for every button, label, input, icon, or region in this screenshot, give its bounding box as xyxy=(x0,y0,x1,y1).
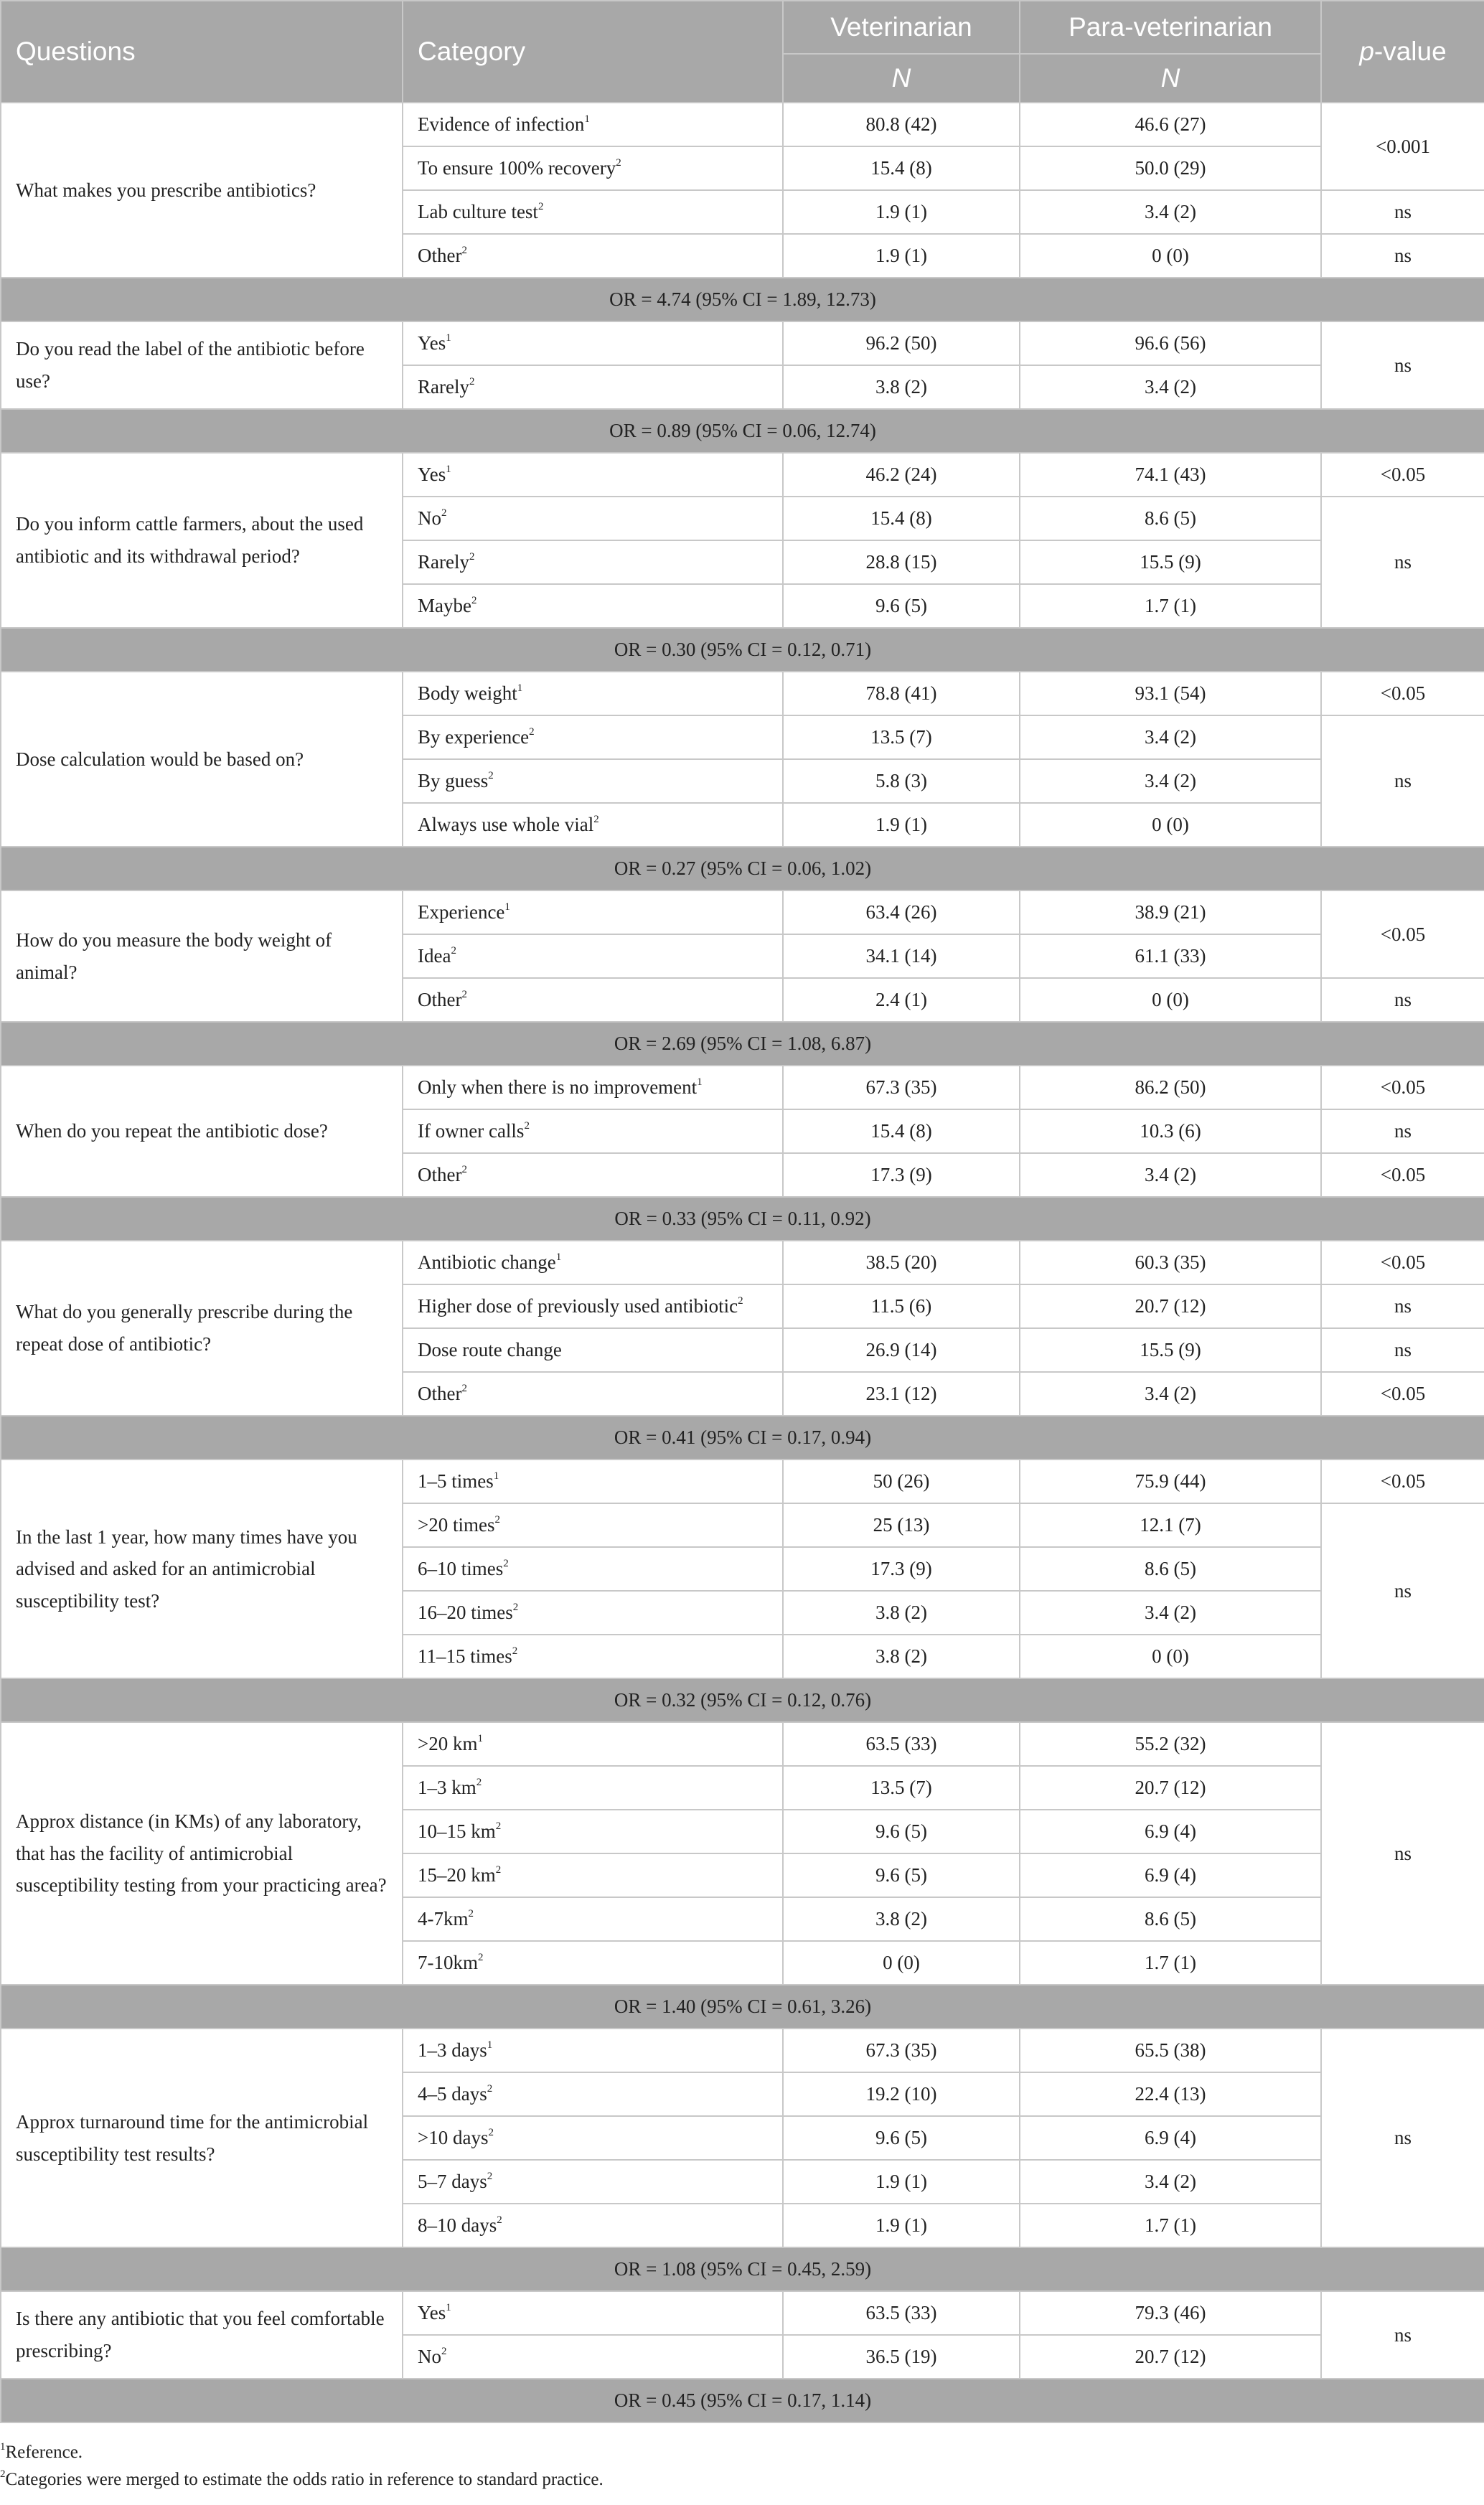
category-cell xyxy=(403,1722,783,1766)
footnote-marker: 2 xyxy=(461,1164,467,1175)
veterinarian-value: 38.5 (20) xyxy=(783,1241,1020,1284)
odds-ratio-row xyxy=(1,409,1484,453)
footnote-marker: 1 xyxy=(504,901,510,913)
veterinarian-value: 1.9 (1) xyxy=(783,2160,1020,2204)
category-label: No xyxy=(418,507,441,529)
category-cell xyxy=(403,1066,783,1109)
table-row xyxy=(1,1066,1484,1109)
category-label: 15–20 km xyxy=(418,1864,496,1886)
para-veterinarian-value: 0 (0) xyxy=(1020,234,1321,278)
veterinarian-value: 67.3 (35) xyxy=(783,2029,1020,2072)
p-value-cell: ns xyxy=(1321,1503,1484,1678)
footnote-marker: 2 xyxy=(494,1514,500,1526)
category-label: Experience xyxy=(418,901,505,923)
veterinarian-value: 36.5 (19) xyxy=(783,2335,1020,2379)
para-veterinarian-value: 3.4 (2) xyxy=(1020,1153,1321,1197)
footnote-marker: 2 xyxy=(537,201,544,212)
veterinarian-value: 9.6 (5) xyxy=(783,584,1020,628)
category-label: Higher dose of previously used antibiotic xyxy=(418,1295,738,1317)
veterinarian-value: 26.9 (14) xyxy=(783,1328,1020,1372)
category-cell xyxy=(403,2072,783,2116)
question-cell: What makes you prescribe antibiotics? xyxy=(1,103,403,278)
veterinarian-value: 17.3 (9) xyxy=(783,1153,1020,1197)
para-veterinarian-value: 55.2 (32) xyxy=(1020,1722,1321,1766)
footnote-marker: 2 xyxy=(468,1908,474,1919)
category-cell xyxy=(403,1547,783,1591)
category-label: 16–20 times xyxy=(418,1602,513,1623)
veterinarian-value: 3.8 (2) xyxy=(783,1591,1020,1635)
odds-ratio-row xyxy=(1,628,1484,672)
header-p-value: p-value xyxy=(1321,1,1484,103)
category-cell xyxy=(403,1810,783,1853)
odds-ratio-row xyxy=(1,1197,1484,1241)
veterinarian-value: 1.9 (1) xyxy=(783,803,1020,847)
p-value-cell: <0.05 xyxy=(1321,672,1484,715)
footnote-marker: 2 xyxy=(469,376,475,387)
category-cell xyxy=(403,1591,783,1635)
table-row xyxy=(1,1460,1484,1503)
veterinarian-value: 9.6 (5) xyxy=(783,1810,1020,1853)
para-veterinarian-value: 20.7 (12) xyxy=(1020,1284,1321,1328)
footnote-marker: 2 xyxy=(461,1383,467,1394)
p-value-cell: ns xyxy=(1321,1109,1484,1153)
footnote-marker: 1 xyxy=(487,2039,493,2051)
veterinarian-value: 63.4 (26) xyxy=(783,890,1020,934)
category-cell xyxy=(403,759,783,803)
veterinarian-value: 50 (26) xyxy=(783,1460,1020,1503)
odds-ratio-row xyxy=(1,2379,1484,2422)
footnote-marker: 1 xyxy=(477,1733,483,1744)
category-label: Maybe xyxy=(418,595,471,616)
veterinarian-value: 15.4 (8) xyxy=(783,1109,1020,1153)
question-cell: How do you measure the body weight of animal? xyxy=(1,890,403,1022)
para-veterinarian-value: 61.1 (33) xyxy=(1020,934,1321,978)
footnote-marker: 2 xyxy=(441,507,447,519)
veterinarian-value: 3.8 (2) xyxy=(783,365,1020,409)
footnote-marker: 2 xyxy=(488,2127,494,2138)
category-cell xyxy=(403,1460,783,1503)
veterinarian-value: 1.9 (1) xyxy=(783,190,1020,234)
footnote-marker: 1 xyxy=(446,2302,451,2313)
odds-ratio-row xyxy=(1,1022,1484,1066)
para-veterinarian-value: 3.4 (2) xyxy=(1020,190,1321,234)
p-value-cell: ns xyxy=(1321,978,1484,1022)
category-label: 4-7km xyxy=(418,1908,469,1930)
footnote-number: 2 xyxy=(0,2468,6,2480)
para-veterinarian-value: 46.6 (27) xyxy=(1020,103,1321,146)
category-label: By experience xyxy=(418,726,530,748)
para-veterinarian-value: 15.5 (9) xyxy=(1020,540,1321,584)
para-veterinarian-value: 1.7 (1) xyxy=(1020,584,1321,628)
category-label: Yes xyxy=(418,2302,446,2323)
table-row xyxy=(1,890,1484,934)
veterinarian-value: 63.5 (33) xyxy=(783,2291,1020,2335)
veterinarian-value: 13.5 (7) xyxy=(783,1766,1020,1810)
para-veterinarian-value: 3.4 (2) xyxy=(1020,715,1321,759)
para-veterinarian-value: 3.4 (2) xyxy=(1020,1372,1321,1416)
p-value-cell: <0.05 xyxy=(1321,1372,1484,1416)
odds-ratio-row xyxy=(1,278,1484,321)
para-veterinarian-value: 65.5 (38) xyxy=(1020,2029,1321,2072)
footnote-marker: 2 xyxy=(441,2346,447,2357)
veterinarian-value: 19.2 (10) xyxy=(783,2072,1020,2116)
category-cell xyxy=(403,2116,783,2160)
veterinarian-value: 25 (13) xyxy=(783,1503,1020,1547)
para-veterinarian-value: 0 (0) xyxy=(1020,978,1321,1022)
veterinarian-value: 0 (0) xyxy=(783,1941,1020,1985)
odds-ratio-value: OR = 1.08 (95% CI = 0.45, 2.59) xyxy=(1,2247,1484,2291)
category-cell xyxy=(403,2291,783,2335)
category-label: 6–10 times xyxy=(418,1558,504,1579)
category-label: 10–15 km xyxy=(418,1820,496,1842)
category-label: Rarely xyxy=(418,376,469,398)
p-value-cell: ns xyxy=(1321,1284,1484,1328)
table-row xyxy=(1,453,1484,497)
category-label: Evidence of infection xyxy=(418,113,585,135)
para-veterinarian-value: 3.4 (2) xyxy=(1020,365,1321,409)
category-label: 1–5 times xyxy=(418,1470,494,1492)
category-cell xyxy=(403,1372,783,1416)
para-veterinarian-value: 6.9 (4) xyxy=(1020,1810,1321,1853)
para-veterinarian-value: 20.7 (12) xyxy=(1020,2335,1321,2379)
odds-ratio-row xyxy=(1,1416,1484,1460)
para-veterinarian-value: 8.6 (5) xyxy=(1020,1897,1321,1941)
odds-ratio-value: OR = 0.27 (95% CI = 0.06, 1.02) xyxy=(1,847,1484,890)
veterinarian-value: 9.6 (5) xyxy=(783,1853,1020,1897)
para-veterinarian-value: 79.3 (46) xyxy=(1020,2291,1321,2335)
category-label: Body weight xyxy=(418,682,517,704)
para-veterinarian-value: 75.9 (44) xyxy=(1020,1460,1321,1503)
veterinarian-value: 78.8 (41) xyxy=(783,672,1020,715)
p-value-cell: ns xyxy=(1321,715,1484,847)
odds-ratio-row xyxy=(1,1985,1484,2029)
table-row xyxy=(1,103,1484,146)
odds-ratio-value: OR = 4.74 (95% CI = 1.89, 12.73) xyxy=(1,278,1484,321)
category-label: >20 km xyxy=(418,1733,478,1754)
footnote-number: 1 xyxy=(0,2440,6,2453)
footnote-marker: 2 xyxy=(497,2214,502,2226)
category-cell xyxy=(403,2029,783,2072)
para-veterinarian-value: 50.0 (29) xyxy=(1020,146,1321,190)
footnote-marker: 2 xyxy=(529,726,535,738)
category-label: 1–3 km xyxy=(418,1777,476,1798)
category-cell xyxy=(403,103,783,146)
category-cell xyxy=(403,540,783,584)
category-cell xyxy=(403,1284,783,1328)
p-value-cell: <0.001 xyxy=(1321,103,1484,190)
category-cell xyxy=(403,453,783,497)
category-label: 11–15 times xyxy=(418,1645,512,1667)
footnote-marker: 2 xyxy=(512,1602,519,1613)
footnote-marker: 1 xyxy=(446,464,451,475)
p-value-cell: ns xyxy=(1321,2291,1484,2379)
category-label: Yes xyxy=(418,332,446,354)
footnote-marker: 2 xyxy=(487,2083,493,2095)
para-veterinarian-value: 15.5 (9) xyxy=(1020,1328,1321,1372)
question-cell: In the last 1 year, how many times have you advised and asked for an antimicrobial susceptibility test? xyxy=(1,1460,403,1678)
p-value-cell: <0.05 xyxy=(1321,1066,1484,1109)
category-label: Idea xyxy=(418,945,451,967)
table-row xyxy=(1,1722,1484,1766)
footnote-marker: 2 xyxy=(478,1952,484,1963)
category-cell xyxy=(403,803,783,847)
odds-ratio-value: OR = 0.30 (95% CI = 0.12, 0.71) xyxy=(1,628,1484,672)
category-cell xyxy=(403,934,783,978)
p-value-cell: ns xyxy=(1321,234,1484,278)
p-value-cell: ns xyxy=(1321,2029,1484,2247)
footnote-marker: 2 xyxy=(461,245,467,256)
category-label: Other xyxy=(418,1383,462,1404)
category-cell xyxy=(403,365,783,409)
category-label: Other xyxy=(418,989,462,1010)
category-cell xyxy=(403,1503,783,1547)
footnote-marker: 1 xyxy=(446,332,451,344)
para-veterinarian-value: 12.1 (7) xyxy=(1020,1503,1321,1547)
p-value-cell: <0.05 xyxy=(1321,1153,1484,1197)
footnote-marker: 2 xyxy=(738,1295,743,1307)
para-veterinarian-value: 10.3 (6) xyxy=(1020,1109,1321,1153)
category-cell xyxy=(403,1328,783,1372)
para-veterinarian-value: 8.6 (5) xyxy=(1020,1547,1321,1591)
category-cell xyxy=(403,190,783,234)
odds-ratio-row xyxy=(1,1678,1484,1722)
category-label: Yes xyxy=(418,464,446,485)
category-label: 8–10 days xyxy=(418,2214,497,2236)
question-cell: Approx turnaround time for the antimicrobial susceptibility test results? xyxy=(1,2029,403,2247)
odds-ratio-value: OR = 0.89 (95% CI = 0.06, 12.74) xyxy=(1,409,1484,453)
para-veterinarian-value: 6.9 (4) xyxy=(1020,2116,1321,2160)
category-cell xyxy=(403,978,783,1022)
veterinarian-value: 2.4 (1) xyxy=(783,978,1020,1022)
veterinarian-value: 3.8 (2) xyxy=(783,1897,1020,1941)
category-cell xyxy=(403,497,783,540)
veterinarian-value: 28.8 (15) xyxy=(783,540,1020,584)
para-veterinarian-value: 3.4 (2) xyxy=(1020,759,1321,803)
category-label: >10 days xyxy=(418,2127,489,2148)
footnotes xyxy=(0,2439,1484,2494)
veterinarian-value: 15.4 (8) xyxy=(783,146,1020,190)
question-cell: Do you read the label of the antibiotic before use? xyxy=(1,321,403,409)
odds-ratio-value: OR = 0.45 (95% CI = 0.17, 1.14) xyxy=(1,2379,1484,2422)
odds-ratio-value: OR = 2.69 (95% CI = 1.08, 6.87) xyxy=(1,1022,1484,1066)
category-cell xyxy=(403,1109,783,1153)
header-n-vet: N xyxy=(783,54,1020,103)
category-label: 4–5 days xyxy=(418,2083,487,2105)
category-cell xyxy=(403,1853,783,1897)
footnote-marker: 2 xyxy=(469,551,475,563)
category-cell xyxy=(403,1153,783,1197)
category-label: Dose route change xyxy=(418,1339,562,1360)
p-value-cell: ns xyxy=(1321,1722,1484,1985)
para-veterinarian-value: 38.9 (21) xyxy=(1020,890,1321,934)
footnote xyxy=(0,2466,1484,2494)
category-label: Always use whole vial xyxy=(418,814,594,835)
question-cell: Do you inform cattle farmers, about the used antibiotic and its withdrawal period? xyxy=(1,453,403,628)
footnote-marker: 2 xyxy=(616,157,621,169)
footnote-marker: 2 xyxy=(476,1777,482,1788)
footnote-marker: 2 xyxy=(451,945,456,957)
category-cell xyxy=(403,1941,783,1985)
para-veterinarian-value: 1.7 (1) xyxy=(1020,2204,1321,2247)
para-veterinarian-value: 6.9 (4) xyxy=(1020,1853,1321,1897)
category-cell xyxy=(403,2160,783,2204)
p-value-cell: <0.05 xyxy=(1321,890,1484,978)
veterinarian-value: 1.9 (1) xyxy=(783,234,1020,278)
category-cell xyxy=(403,890,783,934)
odds-ratio-row xyxy=(1,2247,1484,2291)
para-veterinarian-value: 74.1 (43) xyxy=(1020,453,1321,497)
veterinarian-value: 5.8 (3) xyxy=(783,759,1020,803)
category-label: >20 times xyxy=(418,1514,495,1536)
para-veterinarian-value: 3.4 (2) xyxy=(1020,2160,1321,2204)
category-label: 1–3 days xyxy=(418,2039,487,2061)
footnote-marker: 2 xyxy=(593,814,599,825)
category-cell xyxy=(403,672,783,715)
category-label: If owner calls xyxy=(418,1120,525,1142)
category-label: Other xyxy=(418,245,462,266)
category-label: By guess xyxy=(418,770,489,791)
category-cell xyxy=(403,1635,783,1678)
category-cell xyxy=(403,2335,783,2379)
veterinarian-value: 1.9 (1) xyxy=(783,2204,1020,2247)
para-veterinarian-value: 0 (0) xyxy=(1020,1635,1321,1678)
para-veterinarian-value: 8.6 (5) xyxy=(1020,497,1321,540)
footnote-marker: 2 xyxy=(461,989,467,1000)
odds-ratio-value: OR = 1.40 (95% CI = 0.61, 3.26) xyxy=(1,1985,1484,2029)
para-veterinarian-value: 60.3 (35) xyxy=(1020,1241,1321,1284)
table-header xyxy=(1,1,1484,103)
category-cell xyxy=(403,234,783,278)
p-value-cell: ns xyxy=(1321,497,1484,628)
para-veterinarian-value: 1.7 (1) xyxy=(1020,1941,1321,1985)
para-veterinarian-value: 93.1 (54) xyxy=(1020,672,1321,715)
question-cell: Approx distance (in KMs) of any laboratory, that has the facility of antimicrobial susceptibility testing from your practicing area? xyxy=(1,1722,403,1985)
footnote-marker: 2 xyxy=(503,1558,509,1569)
veterinarian-value: 9.6 (5) xyxy=(783,2116,1020,2160)
veterinarian-value: 46.2 (24) xyxy=(783,453,1020,497)
odds-ratio-value: OR = 0.32 (95% CI = 0.12, 0.76) xyxy=(1,1678,1484,1722)
category-label: Other xyxy=(418,1164,462,1185)
footnote-marker: 2 xyxy=(524,1120,530,1132)
footnote-marker: 2 xyxy=(471,595,477,606)
question-cell: Is there any antibiotic that you feel comfortable prescribing? xyxy=(1,2291,403,2379)
table-row xyxy=(1,1241,1484,1284)
category-cell xyxy=(403,715,783,759)
category-cell xyxy=(403,146,783,190)
footnote-marker: 1 xyxy=(697,1076,703,1088)
footnote-marker: 2 xyxy=(495,1820,502,1832)
para-veterinarian-value: 96.6 (56) xyxy=(1020,321,1321,365)
p-value-cell: ns xyxy=(1321,1328,1484,1372)
veterinarian-value: 80.8 (42) xyxy=(783,103,1020,146)
category-label: Lab culture test xyxy=(418,201,538,222)
para-veterinarian-value: 20.7 (12) xyxy=(1020,1766,1321,1810)
category-label: 5–7 days xyxy=(418,2171,487,2192)
para-veterinarian-value: 22.4 (13) xyxy=(1020,2072,1321,2116)
header-veterinarian: Veterinarian xyxy=(783,1,1020,54)
footnote-marker: 2 xyxy=(488,770,494,781)
header-category: Category xyxy=(403,1,783,103)
footnote-marker: 1 xyxy=(493,1470,499,1482)
p-value-cell: <0.05 xyxy=(1321,453,1484,497)
veterinarian-value: 96.2 (50) xyxy=(783,321,1020,365)
header-p-letter: p xyxy=(1359,37,1374,66)
category-cell xyxy=(403,2204,783,2247)
veterinarian-value: 67.3 (35) xyxy=(783,1066,1020,1109)
table-row xyxy=(1,2029,1484,2072)
category-cell xyxy=(403,584,783,628)
question-cell: What do you generally prescribe during the repeat dose of antibiotic? xyxy=(1,1241,403,1416)
category-cell xyxy=(403,1897,783,1941)
footnote xyxy=(0,2439,1484,2466)
header-para-veterinarian: Para-veterinarian xyxy=(1020,1,1321,54)
category-label: To ensure 100% recovery xyxy=(418,157,616,179)
footnote-marker: 2 xyxy=(495,1864,502,1876)
category-label: Antibiotic change xyxy=(418,1251,556,1273)
veterinarian-value: 17.3 (9) xyxy=(783,1547,1020,1591)
table-row xyxy=(1,672,1484,715)
category-label: Rarely xyxy=(418,551,469,573)
p-value-cell: ns xyxy=(1321,190,1484,234)
veterinarian-value: 15.4 (8) xyxy=(783,497,1020,540)
footnote-marker: 2 xyxy=(487,2171,493,2182)
footnote-text: Reference. xyxy=(5,2443,83,2462)
p-value-cell: <0.05 xyxy=(1321,1460,1484,1503)
footnote-marker: 1 xyxy=(517,682,523,694)
para-veterinarian-value: 3.4 (2) xyxy=(1020,1591,1321,1635)
question-cell: Dose calculation would be based on? xyxy=(1,672,403,847)
veterinarian-value: 23.1 (12) xyxy=(783,1372,1020,1416)
footnote-marker: 1 xyxy=(584,113,590,125)
category-cell xyxy=(403,1241,783,1284)
category-label: No xyxy=(418,2346,441,2367)
footnote-marker: 1 xyxy=(555,1251,562,1263)
para-veterinarian-value: 86.2 (50) xyxy=(1020,1066,1321,1109)
odds-ratio-row xyxy=(1,847,1484,890)
p-value-cell: <0.05 xyxy=(1321,1241,1484,1284)
category-label: 7-10km xyxy=(418,1952,478,1973)
footnote-text: Categories were merged to estimate the odds ratio in reference to standard practice. xyxy=(5,2470,604,2489)
table-row xyxy=(1,321,1484,365)
header-n-para: N xyxy=(1020,54,1321,103)
question-cell: When do you repeat the antibiotic dose? xyxy=(1,1066,403,1197)
veterinarian-value: 63.5 (33) xyxy=(783,1722,1020,1766)
category-label: Only when there is no improvement xyxy=(418,1076,698,1098)
header-questions: Questions xyxy=(1,1,403,103)
table-row xyxy=(1,2291,1484,2335)
veterinarian-value: 13.5 (7) xyxy=(783,715,1020,759)
para-veterinarian-value: 0 (0) xyxy=(1020,803,1321,847)
veterinarian-value: 11.5 (6) xyxy=(783,1284,1020,1328)
veterinarian-value: 34.1 (14) xyxy=(783,934,1020,978)
odds-ratio-value: OR = 0.33 (95% CI = 0.11, 0.92) xyxy=(1,1197,1484,1241)
p-value-cell: ns xyxy=(1321,321,1484,409)
footnote-marker: 2 xyxy=(512,1645,518,1657)
odds-ratio-value: OR = 0.41 (95% CI = 0.17, 0.94) xyxy=(1,1416,1484,1460)
category-cell xyxy=(403,1766,783,1810)
veterinarian-value: 3.8 (2) xyxy=(783,1635,1020,1678)
table-body xyxy=(1,103,1484,2422)
category-cell xyxy=(403,321,783,365)
